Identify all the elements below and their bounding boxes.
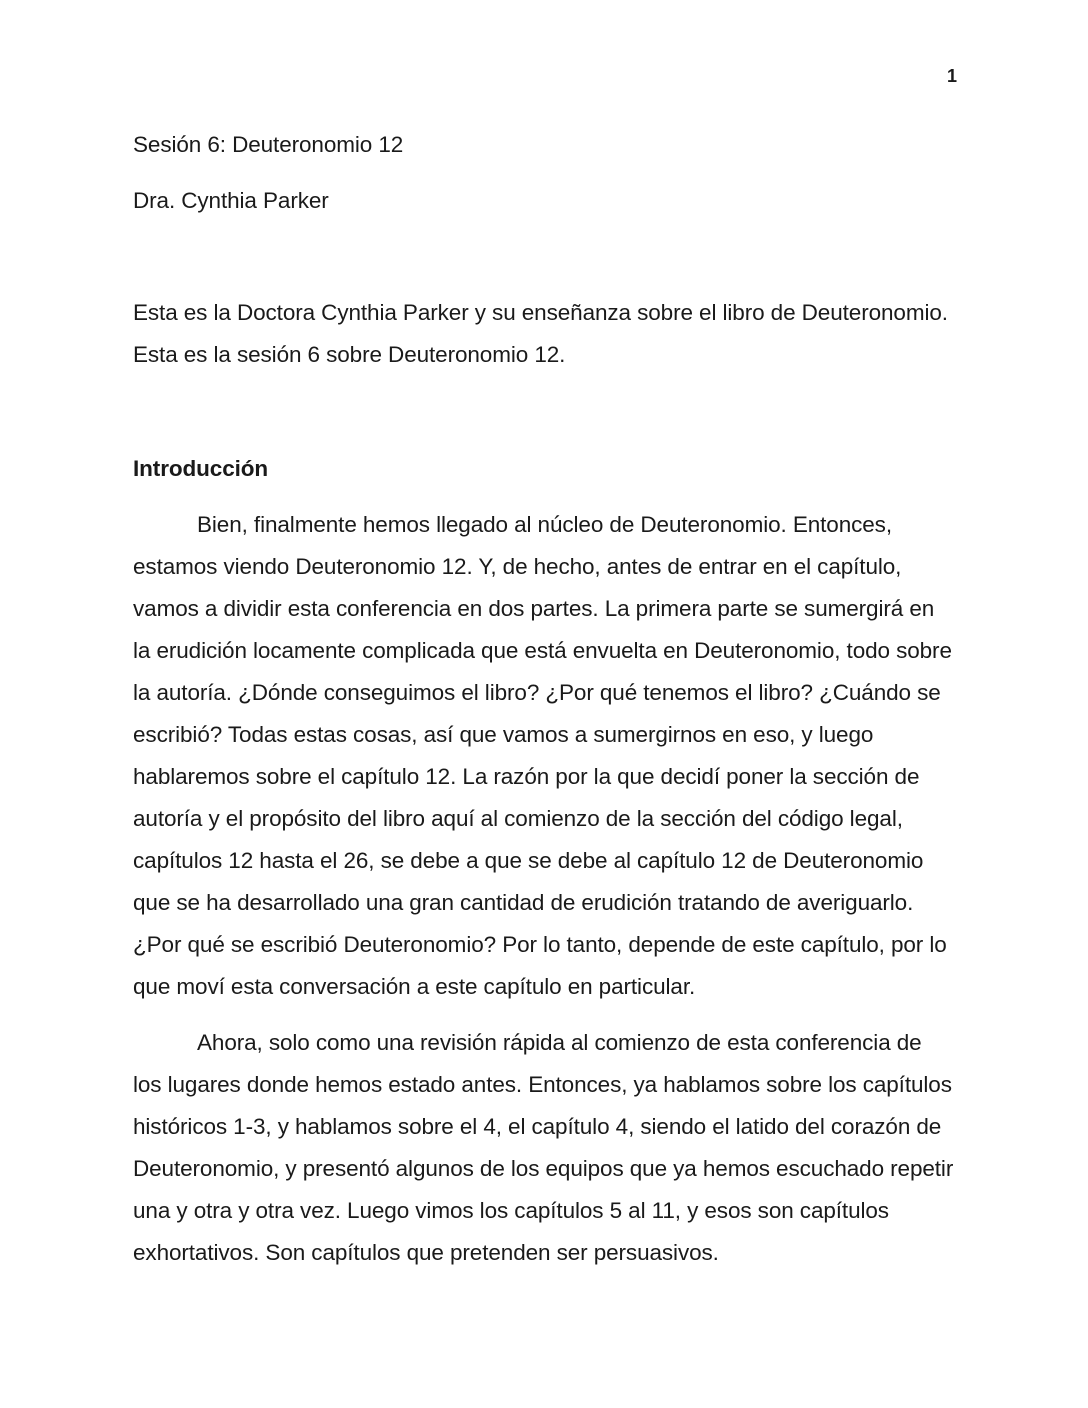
page-number: 1 xyxy=(946,66,957,86)
document-body xyxy=(133,124,955,1288)
session-title: Sesión 6: Deuteronomio 12 xyxy=(133,132,404,157)
body-paragraph: Bien, finalmente hemos llegado al núcleo de Deuteronomio. Entonces, estamos viendo Deuteronomio 12. Y, de hecho, antes de entrar en el capítulo, vamos a dividir esta conferencia en dos partes. La primera parte se sumergirá en la erudición locamente complicada que está envuelta en Deuteronomio, todo sobre la autoría. ¿Dónde conseguimos el libro? ¿Por qué tenemos el libro? ¿Cuándo se escribió? Todas estas cosas, así que vamos a sumergirnos en eso, y luego hablaremos sobre el capítulo 12. La razón por la que decidí poner la sección de autoría y el propósito del libro aquí al comienzo de la sección del código legal, capítulos 12 hasta el 26, se debe a que se debe al capítulo 12 de Deuteronomio que se ha desarrollado una gran cantidad de erudición tratando de averiguarlo. ¿Por qué se escribió Deuteronomio? Por lo tanto, depende de este capítulo, por lo que moví esta conversación a este capítulo en particular. xyxy=(133,512,952,999)
body-paragraph: Ahora, solo como una revisión rápida al comienzo de esta conferencia de los lugares donde hemos estado antes. Entonces, ya hablamos sobre los capítulos históricos 1-3, y hablamos sobre el 4, el capítulo 4, siendo el latido del corazón de Deuteronomio, y presentó algunos de los equipos que ya hemos escuchado repetir una y otra y otra vez. Luego vimos los capítulos 5 al 11, y esos son capítulos exhortativos. Son capítulos que pretenden ser persuasivos. xyxy=(133,1030,954,1265)
author-name: Dra. Cynthia Parker xyxy=(133,188,329,213)
section-heading: Introducción xyxy=(133,456,269,481)
intro-paragraph: Esta es la Doctora Cynthia Parker y su enseñanza sobre el libro de Deuteronomio. Esta es la sesión 6 sobre Deuteronomio 12. xyxy=(133,300,948,367)
